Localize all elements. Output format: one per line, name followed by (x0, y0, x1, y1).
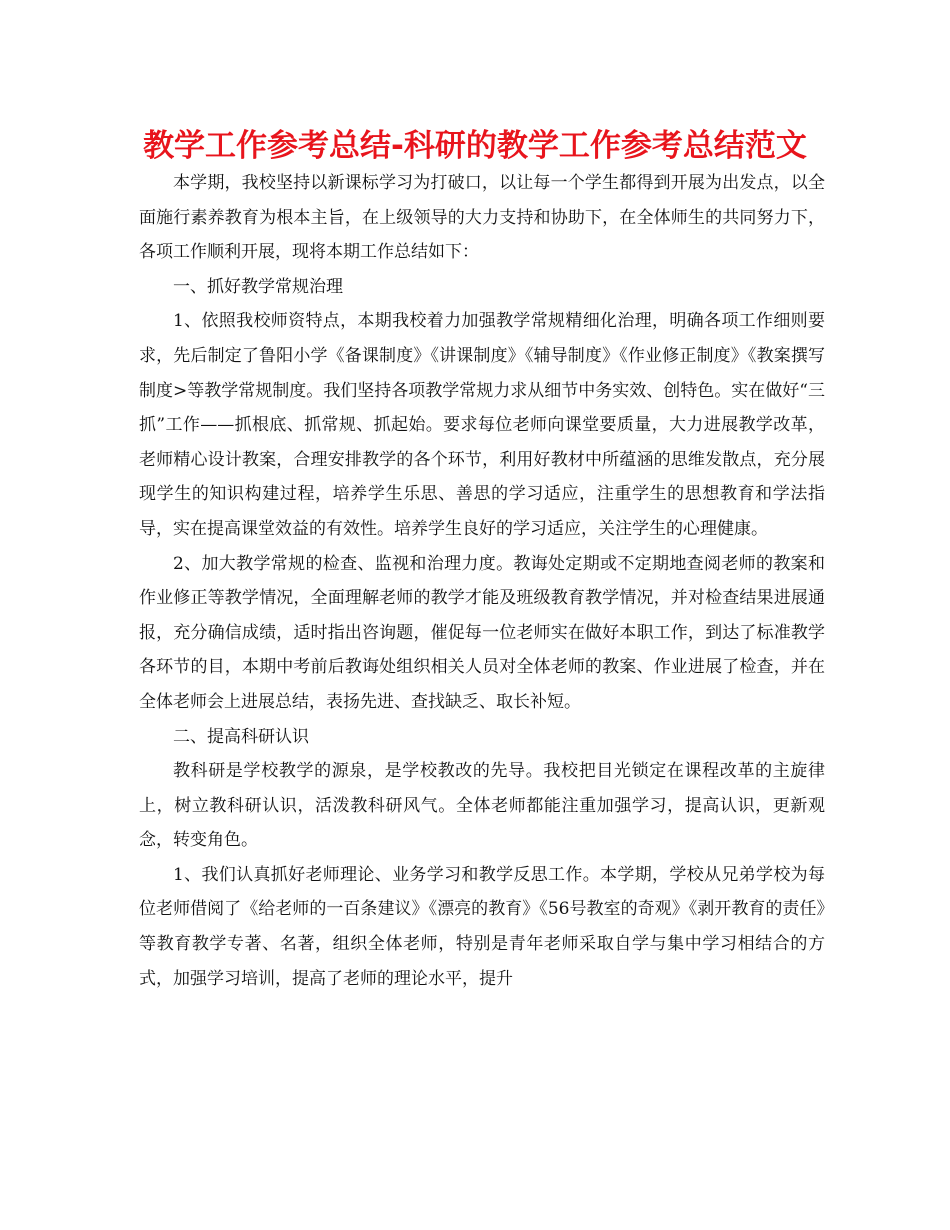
document-title: 教学工作参考总结-科研的教学工作参考总结范文 (143, 128, 807, 164)
intro-paragraph: 本学期，我校坚持以新课标学习为打破口，以让每一个学生都得到开展为出发点，以全面施行素养教育为根本主旨，在上级领导的大力支持和协助下，在全体师生的共同努力下，各项工作顺利开展，现将本期工作总结如下： (139, 173, 825, 263)
section-heading-1: 一、抓好教学常规治理 (173, 276, 343, 297)
paragraph-2-intro: 教科研是学校教学的源泉，是学校教改的先导。我校把目光锁定在课程改革的主旋律上，树立教科研认识，活泼教科研风气。全体老师都能注重加强学习，提高认识，更新观念，转变角色。 (139, 761, 825, 851)
paragraph-1-2: 2、加大教学常规的检查、监视和治理力度。教诲处定期或不定期地查阅老师的教案和作业修正等教学情况，全面理解老师的教学才能及班级教育教学情况，并对检查结果进展通报，充分确信成绩，适时指出咨询题，催促每一位老师实在做好本职工作，到达了标准教学各环节的目，本期中考前后教诲处组织相关人员对全体老师的教案、作业进展了检查，并在全体老师会上进展总结，表扬先进、查找缺乏、取长补短。 (139, 553, 825, 712)
document-body (139, 166, 825, 996)
paragraph-1-1: 1、依照我校师资特点，本期我校着力加强教学常规精细化治理，明确各项工作细则要求，先后制定了鲁阳小学《备课制度》《讲课制度》《辅导制度》《作业修正制度》《教案撰写制度>等教学常规制度。我们坚持各项教学常规力求从细节中务实效、创特色。实在做好“三抓”工作——抓根底、抓常规、抓起始。要求每位老师向课堂要质量，大力进展教学改革，老师精心设计教案，合理安排教学的各个环节，利用好教材中所蕴涵的思维发散点，充分展现学生的知识构建过程，培养学生乐思、善思的学习适应，注重学生的思想教育和学法指导，实在提高课堂效益的有效性。培养学生良好的学习适应，关注学生的心理健康。 (139, 311, 825, 539)
paragraph-2-1: 1、我们认真抓好老师理论、业务学习和教学反思工作。本学期，学校从兄弟学校为每位老师借阅了《给老师的一百条建议》《漂亮的教育》《56号教室的奇观》《剥开教育的责任》等教育教学专著、名著，组织全体老师，特别是青年老师采取自学与集中学习相结合的方式，加强学习培训，提高了老师的理论水平，提升 (139, 864, 825, 989)
section-heading-2: 二、提高科研认识 (173, 726, 309, 747)
